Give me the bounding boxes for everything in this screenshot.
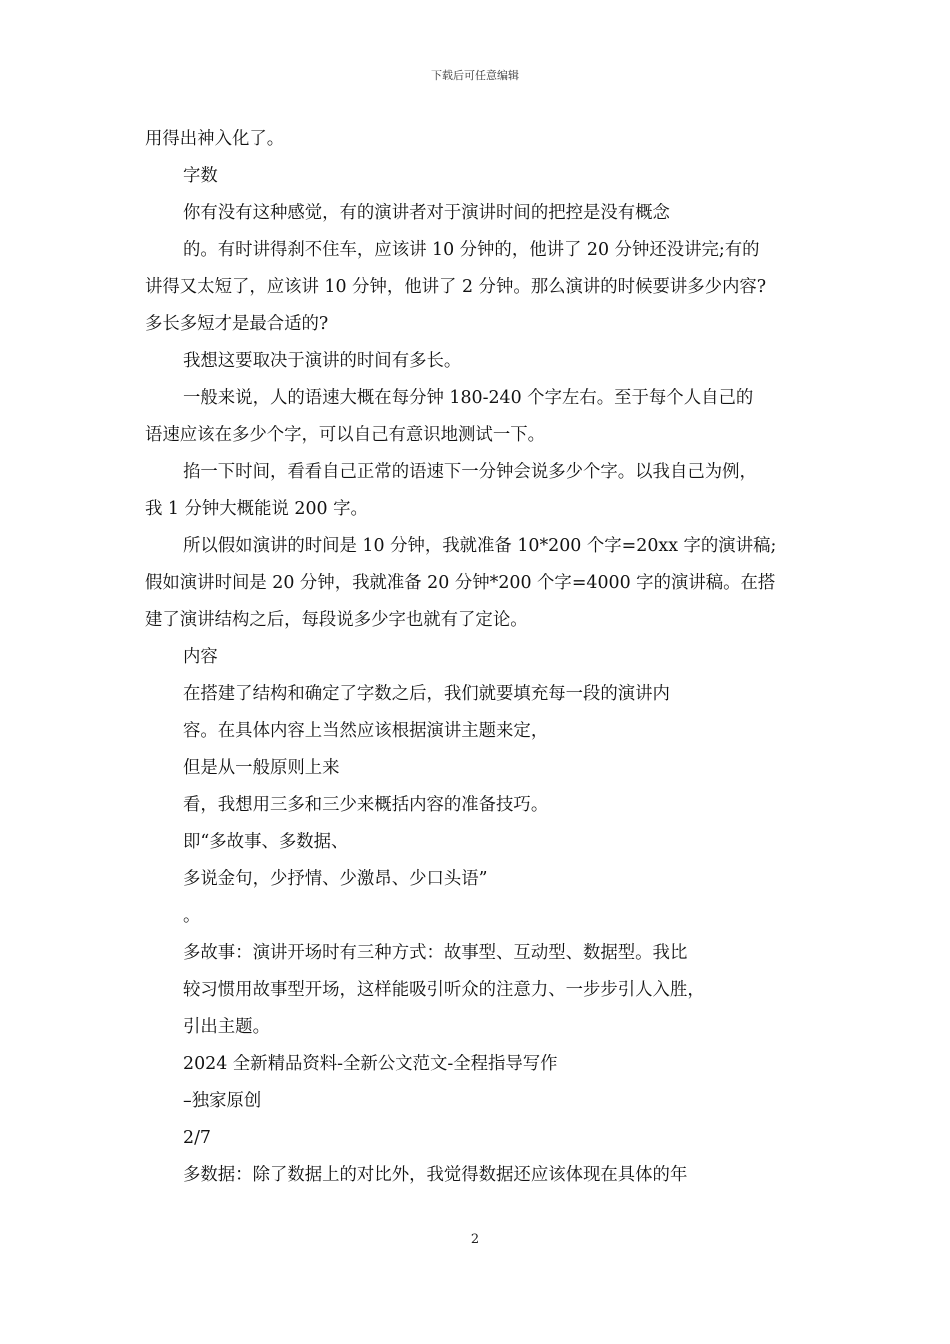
- section-heading-word-count: 字数: [183, 166, 218, 186]
- text-line: 一般来说，人的语速大概在每分钟 180-240 个字左右。至于每个人自己的: [183, 388, 754, 408]
- body-text: [145, 121, 835, 1194]
- text-line: 。: [183, 906, 201, 926]
- text-line: 用得出神入化了。: [145, 129, 285, 149]
- text-line: 较习惯用故事型开场，这样能吸引听众的注意力、一步步引人入胜，: [183, 980, 705, 1000]
- text-line: 讲得又太短了，应该讲 10 分钟，他讲了 2 分钟。那么演讲的时候要讲多少内容?: [145, 277, 767, 297]
- text-line: 多长多短才是最合适的?: [145, 314, 329, 334]
- text-line: 多故事：演讲开场时有三种方式：故事型、互动型、数据型。我比: [183, 943, 688, 963]
- text-line: 多说金句，少抒情、少激昂、少口头语”: [183, 869, 488, 889]
- text-line: 多数据：除了数据上的对比外，我觉得数据还应该体现在具体的年: [183, 1165, 688, 1185]
- text-line: 看，我想用三多和三少来概括内容的准备技巧。: [183, 795, 549, 815]
- page-header: 下载后可任意编辑: [431, 69, 519, 82]
- page-number: 2: [470, 1232, 480, 1247]
- text-line: 但是从一般原则上来: [183, 758, 340, 778]
- text-line: 语速应该在多少个字，可以自己有意识地测试一下。: [145, 425, 545, 445]
- text-line: 假如演讲时间是 20 分钟，我就准备 20 分钟*200 个字=4000 字的演讲稿。在搭: [145, 573, 776, 593]
- text-line: 引出主题。: [183, 1017, 270, 1037]
- text-line: 掐一下时间，看看自己正常的语速下一分钟会说多少个字。以我自己为例，: [183, 462, 757, 482]
- text-line: 我想这要取决于演讲的时间有多长。: [183, 351, 462, 371]
- text-line: 的。有时讲得刹不住车，应该讲 10 分钟的，他讲了 20 分钟还没讲完;有的: [183, 240, 760, 260]
- text-line: 所以假如演讲的时间是 10 分钟，我就准备 10*200 个字=20xx 字的演讲稿;: [183, 536, 777, 556]
- text-line: 建了演讲结构之后，每段说多少字也就有了定论。: [145, 610, 528, 630]
- watermark-line: 2024 全新精品资料-全新公文范文-全程指导写作: [183, 1054, 558, 1074]
- text-line: 我 1 分钟大概能说 200 字。: [145, 499, 368, 519]
- text-line: 你有没有这种感觉，有的演讲者对于演讲时间的把控是没有概念: [183, 203, 670, 223]
- text-line: 即“多故事、多数据、: [183, 832, 349, 852]
- text-line: 容。在具体内容上当然应该根据演讲主题来定，: [183, 721, 549, 741]
- inner-page-marker: 2/7: [183, 1128, 211, 1148]
- watermark-line: –独家原创: [183, 1091, 262, 1111]
- text-line: 在搭建了结构和确定了字数之后，我们就要填充每一段的演讲内: [183, 684, 670, 704]
- section-heading-content: 内容: [183, 647, 218, 667]
